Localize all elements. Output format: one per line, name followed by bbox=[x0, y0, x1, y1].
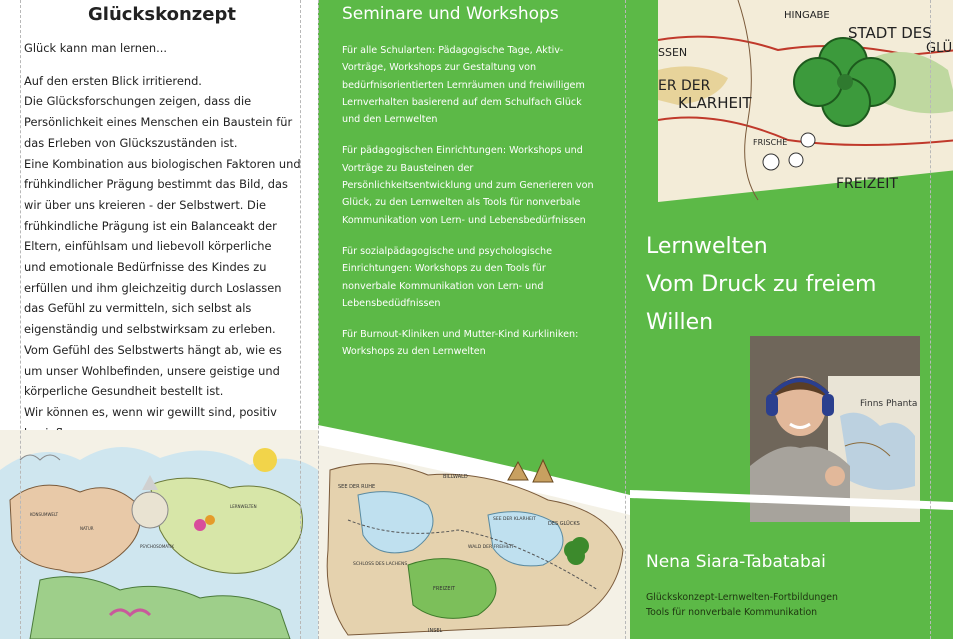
text-line: um unser Wohlbefinden, unsere geistige und bbox=[24, 363, 280, 378]
text-line: Vom Gefühl des Selbstwerts hängt ab, wie es bbox=[24, 342, 282, 357]
panel-cover bbox=[630, 0, 953, 639]
cover-title-line: Willen bbox=[646, 310, 714, 335]
poster-label: Finns Phanta bbox=[860, 399, 918, 409]
text-line: erfüllen und ihm gleichzeitig durch Loslassen bbox=[24, 280, 282, 295]
text-line: frühkindliche Prägung ist ein Balanceakt der bbox=[24, 218, 277, 233]
fold-guide bbox=[318, 0, 319, 639]
map-label: SEE DER RUHE bbox=[338, 484, 376, 490]
map-cover-drawing bbox=[658, 0, 953, 202]
text-line: Wir können es, wenn wir gewillt sind, positiv bbox=[24, 404, 277, 419]
map-label: PSYCHOSOMATIK bbox=[140, 544, 174, 549]
map-label: KLARHEIT bbox=[678, 94, 752, 112]
paragraph: Für sozialpädagogische und psychologische Einrichtungen: Workshops zu den Tools für nonverbale Kommunikation von Lern- und Lebensbedüdfnissen bbox=[342, 245, 552, 309]
text-line: Persönlichkeit eines Menschen ein Baustein für bbox=[24, 115, 293, 130]
map-label: HINGABE bbox=[784, 10, 830, 21]
fold-guide bbox=[625, 0, 626, 639]
text-line: Die Glücksforschungen zeigen, dass die bbox=[24, 94, 252, 109]
subtitle-line: Tools für nonverbale Kommunikation bbox=[646, 607, 818, 618]
map-left-drawing bbox=[0, 430, 318, 639]
cover-title-line: Lernwelten bbox=[646, 234, 768, 259]
map-label: INSEL bbox=[428, 628, 443, 634]
map-label: WALD DER FREIHEIT bbox=[468, 545, 514, 550]
paragraph: Für Burnout-Kliniken und Mutter-Kind Kurkliniken: Workshops zu den Lernwelten bbox=[342, 329, 579, 358]
paragraph: Für alle Schularten: Pädagogische Tage, Aktiv-Vorträge, Workshops zur Gestaltung von bedürfnisorientierten Lernräumen und freiwilligem Lernverhalten basierend auf dem Schulfach Glück und den Lernwelten bbox=[342, 45, 585, 126]
map-label: FRISCHE bbox=[753, 138, 788, 147]
text-line: Auf den ersten Blick irritierend. bbox=[24, 73, 202, 88]
map-label: BILLWALD bbox=[443, 474, 468, 480]
map-label: ER DER bbox=[658, 78, 711, 94]
map-label: STADT DES bbox=[848, 24, 932, 42]
panel-title: Seminare und Workshops bbox=[342, 4, 559, 24]
cover-title-line: Vom Druck zu freiem bbox=[646, 272, 877, 297]
map-label: GLÜ bbox=[926, 41, 953, 56]
illustration-map-left bbox=[0, 430, 318, 639]
text-line: wir über uns kreieren - der Selbstwert. Die bbox=[24, 197, 266, 212]
map-label: SCHLOSS DES LACHENS bbox=[353, 562, 408, 567]
panel-glueckskonzept bbox=[0, 0, 318, 639]
map-middle-drawing bbox=[318, 400, 630, 639]
text-line: körperliche Gesundheit bestellt ist. bbox=[24, 384, 224, 399]
author-name: Nena Siara-Tabatabai bbox=[646, 552, 826, 572]
fold-guide bbox=[300, 0, 301, 639]
subtitle-line: Glückskonzept-Lernwelten-Fortbildungen bbox=[646, 592, 838, 603]
panel-title: Glückskonzept bbox=[88, 4, 236, 25]
map-label: SSEN bbox=[658, 46, 688, 59]
fold-guide bbox=[20, 0, 21, 639]
body-text bbox=[24, 38, 306, 443]
fold-guide bbox=[930, 0, 931, 639]
paragraph: Für pädagogischen Einrichtungen: Workshops und Vorträge zu Bausteinen der Persönlichkeitsentwicklung und zum Generieren von Glück, zu den Lernwelten als Tools für nonverbale Kommunikation von Lern- und Lebensbedürfnissen bbox=[342, 145, 594, 226]
cover-title bbox=[646, 228, 876, 342]
map-label: NATUR bbox=[80, 526, 94, 531]
text-line: das Erleben von Glückszuständen ist. bbox=[24, 135, 238, 150]
map-label: KONSUMWELT bbox=[30, 512, 59, 517]
cover-diagonal bbox=[630, 450, 953, 520]
text-line: das Gefühl zu vermitteln, sich selbst als bbox=[24, 301, 252, 316]
map-label: FREIZEIT bbox=[836, 176, 898, 192]
text-line: frühkindlicher Prägung bestimmt das Bild, das bbox=[24, 177, 288, 192]
author-subtitle bbox=[646, 590, 838, 620]
map-label: FREIZEIT bbox=[433, 586, 456, 592]
text-line: Eine Kombination aus biologischen Faktoren und bbox=[24, 156, 301, 171]
text-line: eigenständig und selbstwirksam zu erleben. bbox=[24, 322, 276, 337]
text-line: und emotionale Bedürfnisse des Kindes zu bbox=[24, 260, 267, 275]
intro-line: Glück kann man lernen... bbox=[24, 41, 168, 55]
map-label: SEE DER KLARHEIT bbox=[493, 517, 536, 522]
panel-seminare bbox=[318, 0, 630, 639]
map-label: LERNWELTEN bbox=[230, 504, 257, 509]
text-line: Eltern, einfühlsam und liebevoll körperliche bbox=[24, 239, 272, 254]
map-label: DES GLÜCKS bbox=[548, 521, 580, 527]
body-text bbox=[342, 42, 597, 375]
